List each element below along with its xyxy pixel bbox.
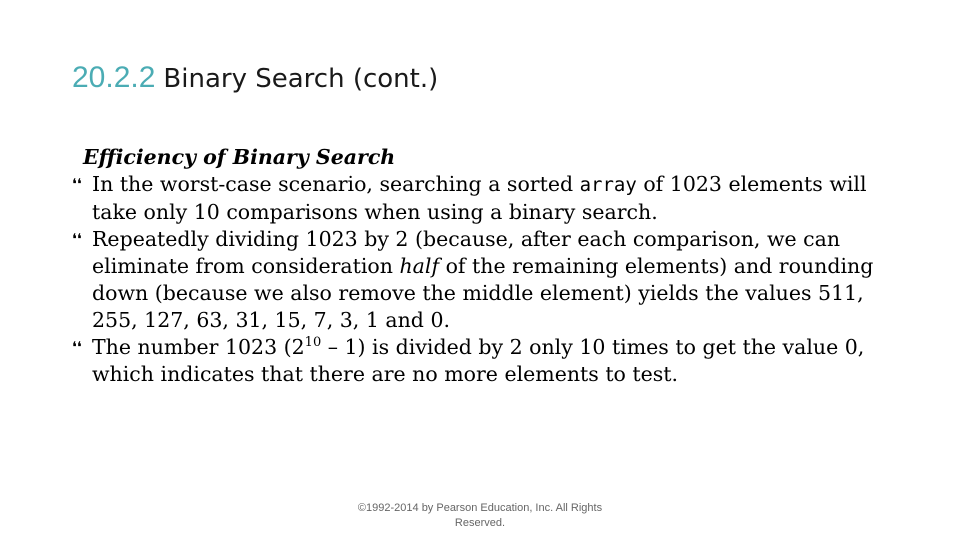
bullet-text: In the worst-case scenario, searching a sorted [92,172,580,196]
slide-body [72,144,902,388]
bullet-text: Repeatedly dividing 1023 by 2 (because, after each comparison, we can eliminate from consideration [92,227,841,278]
bullet-item [72,171,902,226]
bullet-text: of 1023 elements will take only 10 comparisons when using a binary search. [92,172,867,224]
bullet-text: of the remaining elements) and rounding down (because we also remove the middle element) yields the values 511, 255, 127, 63, 31, 15, 7, 3, 1 and 0. [92,254,874,332]
bullet-icon: ❛❛ [72,175,82,193]
bullet-text: The number 1023 (2 [92,335,305,359]
exponent: 10 [304,335,322,351]
section-number: 20.2.2 [72,61,156,94]
copyright-line: Reserved. [454,517,506,529]
copyright-line: ©1992-2014 by Pearson Education, Inc. All Rights [357,502,603,514]
emphasis-term: half [399,254,440,278]
title-text: Binary Search (cont.) [163,64,439,94]
bullet-icon: ❛❛ [72,338,82,356]
bullet-item [72,226,902,334]
bullet-icon: ❛❛ [72,230,82,248]
slide-title [72,60,438,93]
bullet-list [72,171,902,388]
subheading: Efficiency of Binary Search [83,145,396,169]
code-term: array [579,174,637,196]
bullet-text: – 1) is divided by 2 only 10 times to get the value 0, which indicates that there are no more elements to test. [92,335,865,386]
bullet-item [72,334,902,388]
copyright-footer [330,501,630,531]
